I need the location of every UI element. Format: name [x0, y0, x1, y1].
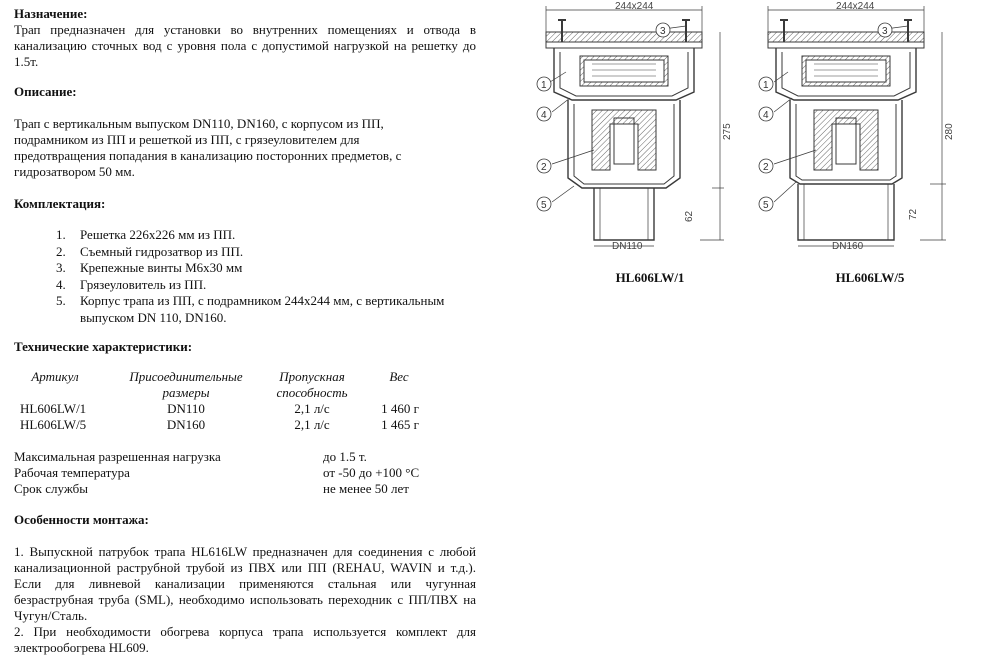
- height-dimension-label: 275: [722, 123, 733, 140]
- mounting-paragraph-2: 2. При необходимости обогрева корпуса трапа используется комплект для электрообогрева HL609.: [14, 624, 476, 655]
- table-header-weight: Вес: [389, 369, 409, 384]
- table-row-1-article: HL606LW/1: [20, 401, 87, 416]
- table-row-1-capacity: 2,1 л/с: [294, 401, 330, 416]
- table-header-connection: Присоединительные размеры: [129, 369, 243, 400]
- callout-5: 5: [541, 200, 547, 211]
- drawing-caption-2: HL606LW/5: [835, 270, 905, 285]
- outlet-dimension-label: 72: [908, 208, 919, 220]
- table-row-2-capacity: 2,1 л/с: [294, 417, 330, 432]
- description-text: Трап с вертикальным выпуском DN110, DN160, с корпусом из ПП, подрамником из ПП и решеткой из ПП, с грязеуловителем для предотвращения попадания в канализацию посторонних предметов, с гидрозатвором 50 мм.: [14, 116, 402, 179]
- param-life-value: не менее 50 лет: [323, 481, 409, 496]
- purpose-heading: Назначение:: [14, 6, 88, 21]
- callout-3: 3: [882, 26, 888, 37]
- list-item: 4. Грязеуловитель из ПП.: [56, 276, 207, 292]
- callout-1: 1: [541, 80, 547, 91]
- list-item: 3. Крепежные винты М6х30 мм: [56, 260, 243, 275]
- callout-4: 4: [763, 110, 769, 121]
- param-temp-value: от -50 до +100 °C: [323, 465, 420, 480]
- specs-heading: Технические характеристики:: [14, 339, 193, 354]
- drawing-hl606lw-1: [537, 1, 733, 252]
- top-dimension-label: 244x244: [836, 1, 875, 12]
- callout-3: 3: [660, 26, 666, 37]
- table-row-2-connection: DN160: [166, 417, 206, 432]
- drawing-hl606lw-5: [759, 1, 955, 252]
- outlet-dimension-label: 62: [684, 210, 695, 222]
- mounting-paragraph-1: 1. Выпускной патрубок трапа HL616LW предназначен для соединения с любой канализационной раструбной трубой из ПВХ или ПП (REHAU, WAVIN и т.д.). Если для ливневой канализации применяются стальная или чугунная безраструбная труба (SML), необходимо использовать переходник с ПП/ПВХ на Чугун/Сталь.: [14, 544, 476, 623]
- table-header-capacity: Пропускная способность: [276, 369, 348, 400]
- table-row-1-weight: 1 460 г: [381, 401, 419, 416]
- param-load-value: до 1.5 т.: [323, 449, 367, 464]
- kit-list: [56, 227, 476, 326]
- callout-4: 4: [541, 110, 547, 121]
- callout-5: 5: [763, 200, 769, 211]
- param-load-label: Максимальная разрешенная нагрузка: [14, 449, 221, 464]
- kit-heading: Комплектация:: [14, 196, 106, 211]
- table-row-1-connection: DN110: [167, 401, 205, 416]
- list-item: 5. Корпус трапа из ПП, с подрамником 244х244 мм, с вертикальным выпуском DN 110, DN160.: [56, 293, 445, 325]
- table-row-2-article: HL606LW/5: [20, 417, 87, 432]
- purpose-text: Трап предназначен для установки во внутренних помещениях и отвода в канализацию сточных вод с уровня пола с допустимой нагрузкой на решетку до 1.5т.: [14, 22, 476, 69]
- mounting-heading: Особенности монтажа:: [14, 512, 149, 527]
- table-row-2-weight: 1 465 г: [381, 417, 419, 432]
- param-life-label: Срок службы: [14, 481, 88, 496]
- param-temp-label: Рабочая температура: [14, 465, 130, 480]
- technical-drawings: [520, 0, 1000, 300]
- drawing-caption-1: HL606LW/1: [615, 270, 685, 285]
- list-item: 1. Решетка 226х226 мм из ПП.: [56, 227, 236, 242]
- dn-label: DN160: [832, 241, 864, 252]
- height-dimension-label: 280: [944, 123, 955, 140]
- table-header-article: Артикул: [31, 369, 79, 384]
- callout-2: 2: [541, 162, 547, 173]
- list-item: 2. Съемный гидрозатвор из ПП.: [56, 243, 244, 259]
- callout-1: 1: [763, 80, 769, 91]
- top-dimension-label: 244x244: [615, 1, 654, 12]
- description-heading: Описание:: [14, 84, 77, 99]
- callout-2: 2: [763, 162, 769, 173]
- dn-label: DN110: [612, 241, 643, 252]
